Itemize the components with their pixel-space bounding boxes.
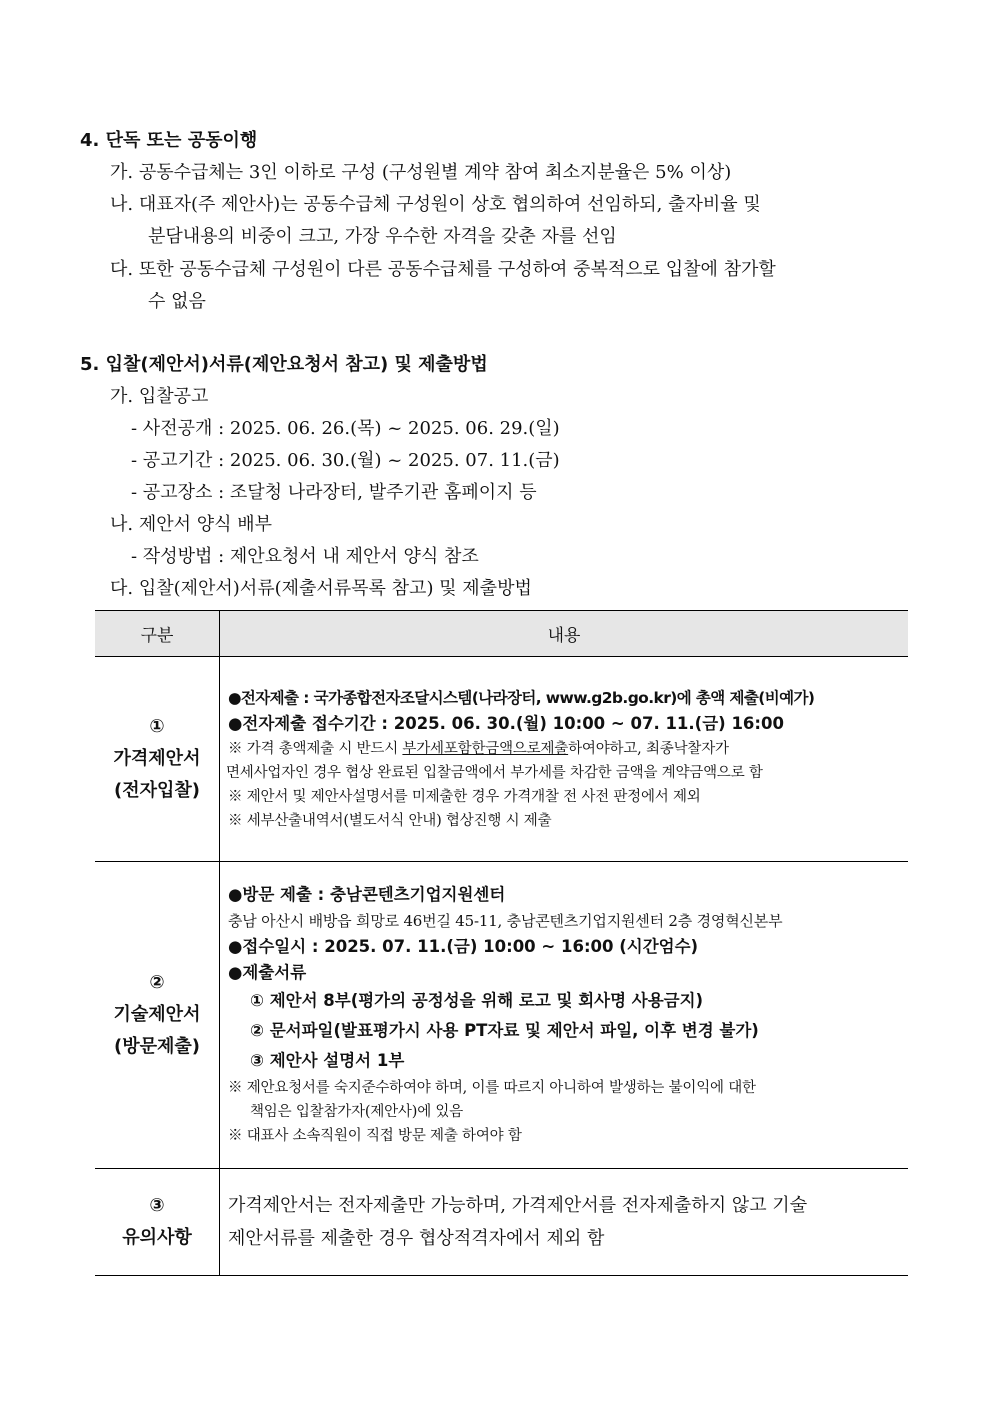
announcement-place: - 공고장소 : 조달청 나라장터, 발주기관 홈페이지 등 bbox=[131, 482, 537, 503]
direct-visit-note: ※ 대표사 소속직원이 직접 방문 제출 하여야 함 bbox=[228, 1128, 522, 1144]
section-4-heading: 4. 단독 또는 공동이행 bbox=[80, 130, 258, 151]
submission-documents-label: ●제출서류 bbox=[228, 963, 307, 982]
table-row-price-proposal bbox=[95, 657, 908, 862]
row-subtitle: (전자입찰) bbox=[113, 780, 200, 801]
row-title: 기술제안서 bbox=[113, 1004, 201, 1025]
vat-note-continued: 면세사업자인 경우 협상 완료된 입찰금액에서 부가세를 차감한 금액을 계약금액으로 함 bbox=[226, 765, 763, 781]
row-number: ② bbox=[149, 972, 165, 993]
row-subtitle: (방문제출) bbox=[113, 1036, 200, 1057]
section-4-item-na-line1: 나. 대표자(주 제안사)는 공동수급체 구성원이 상호 협의하여 선임하되, 출자비율 및 bbox=[110, 194, 761, 215]
table-row-caution bbox=[95, 1169, 908, 1276]
electronic-submission-period: ●전자제출 접수기간 : 2025. 06. 30.(월) 10:00 ~ 07. 11.(금) 16:00 bbox=[228, 714, 784, 733]
section-4-item-da-line2: 수 없음 bbox=[148, 291, 206, 312]
row-number: ③ bbox=[149, 1195, 165, 1216]
detail-statement-note: ※ 세부산출내역서(별도서식 안내) 협상진행 시 제출 bbox=[228, 813, 552, 829]
caution-text-line2: 제안서류를 제출한 경우 협상적격자에서 제외 함 bbox=[228, 1228, 605, 1249]
compliance-note-continued: 책임은 입찰참가자(제안사)에 있음 bbox=[250, 1104, 464, 1120]
compliance-note: ※ 제안요청서를 숙지준수하여야 하며, 이를 따르지 아니하여 발생하는 불이익에 대한 bbox=[228, 1080, 756, 1096]
table-header-row bbox=[95, 611, 908, 657]
form-method: - 작성방법 : 제안요청서 내 제안서 양식 참조 bbox=[131, 546, 479, 567]
category-cell bbox=[95, 862, 220, 1169]
visit-address: 충남 아산시 배방읍 희망로 46번길 45-11, 충남콘텐츠기업지원센터 2층 경영혁신본부 bbox=[228, 912, 783, 930]
row-title: 유의사항 bbox=[122, 1227, 192, 1248]
visit-submission: ●방문 제출 : 충남콘텐츠기업지원센터 bbox=[228, 885, 506, 904]
row-number: ① bbox=[149, 716, 165, 737]
header-content: 내용 bbox=[220, 611, 909, 657]
electronic-submission: ●전자제출 : 국가종합전자조달시스템(나라장터, www.g2b.go.kr)에 총액 제출(비예가) bbox=[228, 689, 815, 707]
section-4-item-da-line1: 다. 또한 공동수급체 구성원이 다른 공동수급체를 구성하여 중복적으로 입찰에 참가할 bbox=[110, 259, 776, 280]
vat-note: ※ 가격 총액제출 시 반드시 부가세포함한금액으로제출하여야하고, 최종낙찰자가 bbox=[228, 741, 729, 757]
content-cell bbox=[220, 862, 909, 1169]
submission-table bbox=[95, 610, 908, 1276]
exclusion-note: ※ 제안서 및 제안사설명서를 미제출한 경우 가격개찰 전 사전 판정에서 제외 bbox=[228, 789, 701, 805]
document-item-3: ③ 제안사 설명서 1부 bbox=[250, 1051, 405, 1070]
section-4-item-ga: 가. 공동수급체는 3인 이하로 구성 (구성원별 계약 참여 최소지분율은 5% 이상) bbox=[110, 162, 732, 183]
document-item-2: ② 문서파일(발표평가시 사용 PT자료 및 제안서 파일, 이후 변경 불가) bbox=[250, 1021, 759, 1040]
vat-note-underlined: 부가세포함한금액으로제출 bbox=[402, 741, 569, 757]
section-5-item-ga: 가. 입찰공고 bbox=[110, 386, 209, 407]
section-5-heading: 5. 입찰(제안서)서류(제안요청서 참고) 및 제출방법 bbox=[80, 354, 488, 375]
reception-datetime: ●접수일시 : 2025. 07. 11.(금) 10:00 ~ 16:00 (시간엄수) bbox=[228, 937, 699, 956]
caution-text-line1: 가격제안서는 전자제출만 가능하며, 가격제안서를 전자제출하지 않고 기술 bbox=[228, 1195, 808, 1216]
table-row-technical-proposal bbox=[95, 862, 908, 1169]
section-5-item-da: 다. 입찰(제안서)서류(제출서류목록 참고) 및 제출방법 bbox=[110, 578, 532, 599]
announcement-period: - 공고기간 : 2025. 06. 30.(월) ~ 2025. 07. 11.(금) bbox=[131, 450, 560, 471]
announcement-preview: - 사전공개 : 2025. 06. 26.(목) ~ 2025. 06. 29.(일) bbox=[131, 418, 560, 439]
row-title: 가격제안서 bbox=[113, 748, 201, 769]
document-item-1: ① 제안서 8부(평가의 공정성을 위해 로고 및 회사명 사용금지) bbox=[250, 991, 704, 1010]
header-category: 구분 bbox=[95, 611, 220, 657]
section-4-item-na-line2: 분담내용의 비중이 크고, 가장 우수한 자격을 갖춘 자를 선임 bbox=[148, 226, 617, 247]
category-cell bbox=[95, 1169, 220, 1276]
content-cell bbox=[220, 657, 909, 862]
content-cell bbox=[220, 1169, 909, 1276]
category-cell bbox=[95, 657, 220, 862]
section-5-item-na: 나. 제안서 양식 배부 bbox=[110, 514, 272, 535]
